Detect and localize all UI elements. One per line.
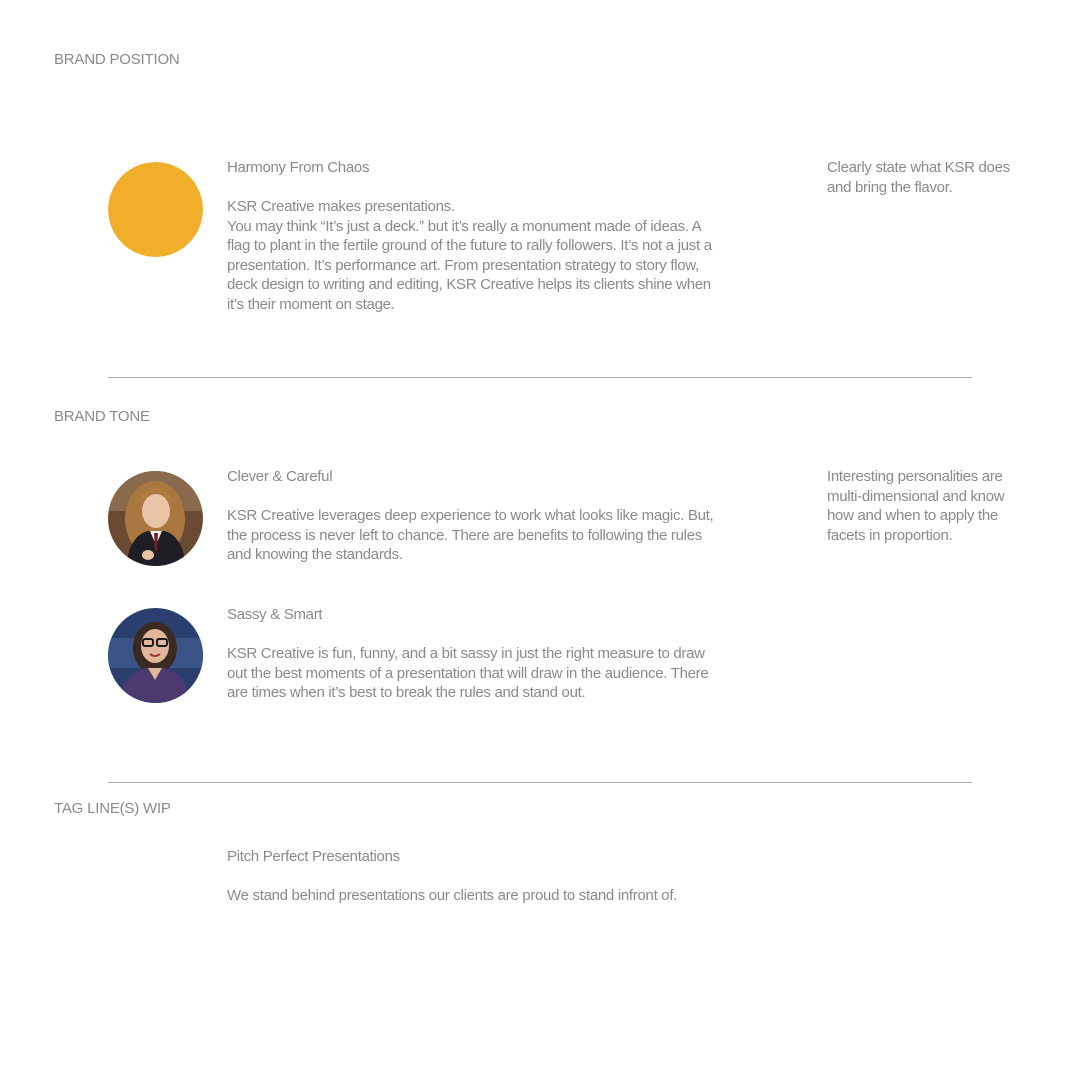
avatar-sassy-smart <box>108 608 203 703</box>
brand-position-heading: Harmony From Chaos <box>227 159 370 176</box>
tag-line-block <box>227 847 719 906</box>
section-label-brand-tone: BRAND TONE <box>54 408 150 425</box>
tone-item-sassy-smart <box>227 605 719 703</box>
avatar-clever-careful <box>108 471 203 566</box>
brand-tone-note: Interesting personalities are multi-dimensional and know how and when to apply the facets in proportion. <box>827 468 1005 544</box>
section-divider <box>108 782 972 783</box>
orange-circle-icon <box>108 162 203 257</box>
section-label-brand-position: BRAND POSITION <box>54 51 180 68</box>
tone-item-body: KSR Creative leverages deep experience to work what looks like magic. But, the process is never left to chance. There are benefits to following the rules and knowing the standards. <box>227 507 714 563</box>
section-label-tag-lines: TAG LINE(S) WIP <box>54 800 171 817</box>
brand-position-note: Clearly state what KSR does and bring the flavor. <box>827 159 1010 196</box>
brand-position-block <box>227 158 719 314</box>
brand-position-body: You may think “It’s just a deck.” but it’s really a monument made of ideas. A flag to plant in the fertile ground of the future to rally followers. It’s not a just a presentation. It’s performance art. From presentation strategy to story flow, deck design to writing and editing, KSR Creative helps its clients shine when it’s their moment on stage. <box>227 217 712 313</box>
tag-line-body: We stand behind presentations our clients are proud to stand infront of. <box>227 887 678 904</box>
tag-line-heading: Pitch Perfect Presentations <box>227 848 400 865</box>
portrait-photo-icon <box>108 608 203 703</box>
tone-item-clever-careful <box>227 467 719 565</box>
tone-item-heading: Sassy & Smart <box>227 606 323 623</box>
tone-item-heading: Clever & Careful <box>227 468 333 485</box>
tone-item-body: KSR Creative is fun, funny, and a bit sassy in just the right measure to draw out the best moments of a presentation that will draw in the audience. There are times when it’s best to break the rules and stand out. <box>227 645 709 701</box>
accent-circle <box>108 162 203 257</box>
section-divider <box>108 377 972 378</box>
portrait-photo-icon <box>108 471 203 566</box>
brand-position-lead: KSR Creative makes presentations. <box>227 198 455 215</box>
